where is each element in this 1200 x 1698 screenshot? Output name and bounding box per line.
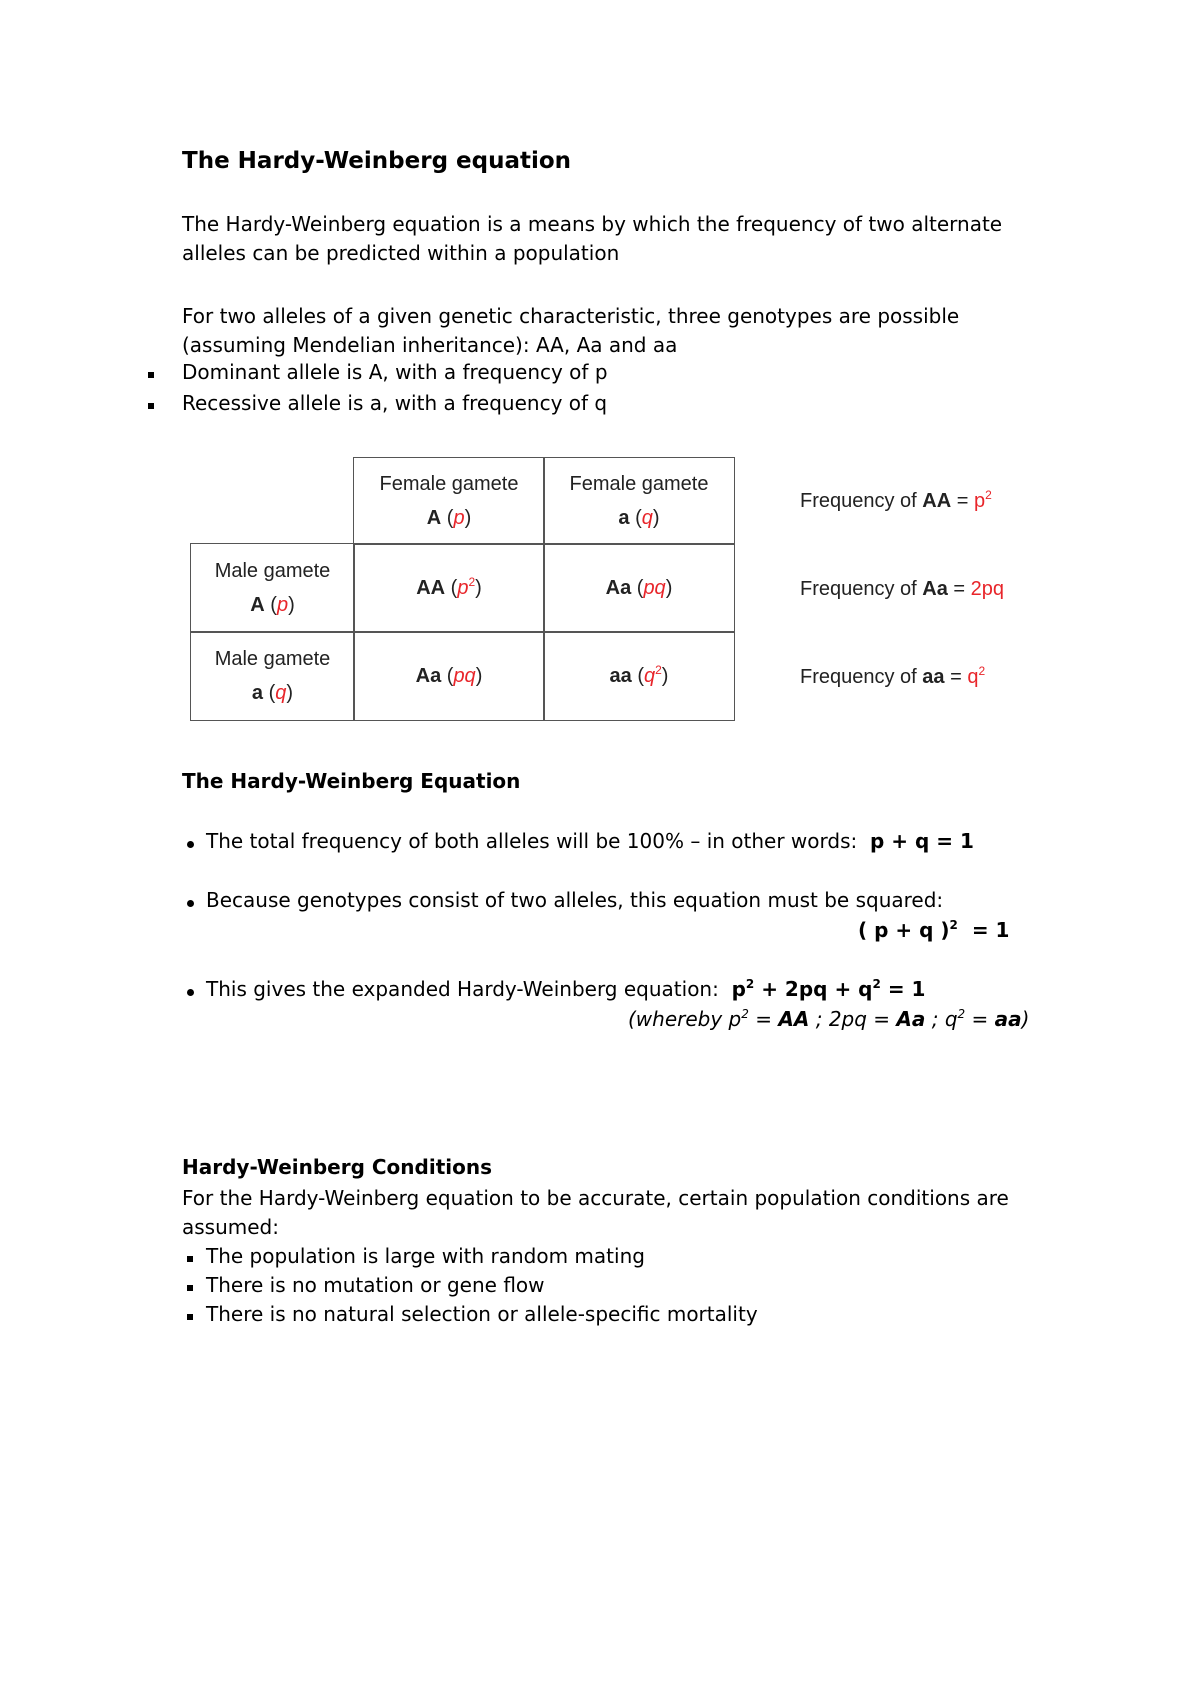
cell-AA: AA $(p^2)$ bbox=[353, 543, 545, 633]
squared-equation: ( p + q )$^2$ = 1 bbox=[858, 918, 1010, 942]
header-male-gamete-a bbox=[190, 631, 355, 721]
header-female-gamete-A bbox=[353, 457, 545, 545]
conditions-heading: Hardy-Weinberg Conditions bbox=[182, 1155, 493, 1179]
equation-heading: The Hardy-Weinberg Equation bbox=[182, 769, 521, 793]
conditions-intro bbox=[182, 1184, 1009, 1242]
alleles-line-1: For two alleles of a given genetic characteristic, three genotypes are possible bbox=[182, 304, 960, 328]
header-male-gamete-A bbox=[190, 543, 355, 633]
allele-bullet-recessive: Recessive allele is a, with a frequency of q bbox=[182, 391, 608, 415]
header-female-gamete-a bbox=[543, 457, 735, 545]
header-allele-value: a (q) bbox=[618, 507, 660, 529]
intro-line-2: alleles can be predicted within a population bbox=[182, 241, 620, 265]
frequency-AA: Frequency of AA = $p^2$ bbox=[800, 488, 992, 512]
cell-Aa-bottom: Aa (pq) bbox=[353, 631, 545, 721]
equation-bullet-1: The total frequency of both alleles will be 100% – in other words: p + q = 1 bbox=[206, 829, 974, 853]
header-allele-value: a (q) bbox=[251, 682, 294, 704]
alleles-line-2: (assuming Mendelian inheritance): AA, Aa and aa bbox=[182, 333, 678, 357]
frequency-aa: Frequency of aa = $q^2$ bbox=[800, 664, 986, 688]
header-label: Female gamete bbox=[379, 473, 519, 495]
bullet-square-icon bbox=[148, 403, 154, 409]
header-allele-value: A (p) bbox=[426, 507, 472, 529]
intro-paragraph bbox=[182, 210, 1002, 268]
bullet-square-icon bbox=[187, 1314, 193, 1320]
header-allele-value: A (p) bbox=[250, 594, 295, 616]
header-label: Male gamete bbox=[214, 560, 331, 582]
bullet-square-icon bbox=[187, 1285, 193, 1291]
header-label: Female gamete bbox=[569, 473, 709, 495]
page-title: The Hardy-Weinberg equation bbox=[182, 148, 572, 174]
bullet-dot-icon bbox=[187, 989, 194, 996]
equation-bullet-2: Because genotypes consist of two alleles, this equation must be squared: bbox=[206, 888, 944, 912]
bullet-dot-icon bbox=[187, 900, 194, 907]
bullet-dot-icon bbox=[187, 841, 194, 848]
conditions-intro-line-2: assumed: bbox=[182, 1215, 279, 1239]
condition-item: There is no mutation or gene flow bbox=[206, 1273, 545, 1297]
equation-bullet-3: This gives the expanded Hardy-Weinberg equation: $p^2 + 2pq + q^2 = 1$ bbox=[206, 977, 926, 1001]
alleles-paragraph bbox=[182, 302, 959, 360]
allele-bullet-dominant: Dominant allele is A, with a frequency of p bbox=[182, 360, 608, 384]
bullet-square-icon bbox=[148, 372, 154, 378]
header-label: Male gamete bbox=[214, 648, 331, 670]
condition-item: The population is large with random mating bbox=[206, 1244, 645, 1268]
whereby-note: (whereby $p^2$ = AA ; 2pq = Aa ; $q^2 = aa$) bbox=[628, 1007, 1030, 1031]
bullet-square-icon bbox=[187, 1256, 193, 1262]
punnett-square bbox=[190, 457, 738, 721]
condition-item: There is no natural selection or allele-specific mortality bbox=[206, 1302, 758, 1326]
cell-aa: aa $(q^2)$ bbox=[543, 631, 735, 721]
intro-line-1: The Hardy-Weinberg equation is a means by which the frequency of two alternate bbox=[182, 212, 1003, 236]
conditions-intro-line-1: For the Hardy-Weinberg equation to be accurate, certain population conditions are bbox=[182, 1186, 1009, 1210]
cell-Aa-top: Aa (pq) bbox=[543, 543, 735, 633]
frequency-Aa: Frequency of Aa = 2pq bbox=[800, 578, 1005, 600]
